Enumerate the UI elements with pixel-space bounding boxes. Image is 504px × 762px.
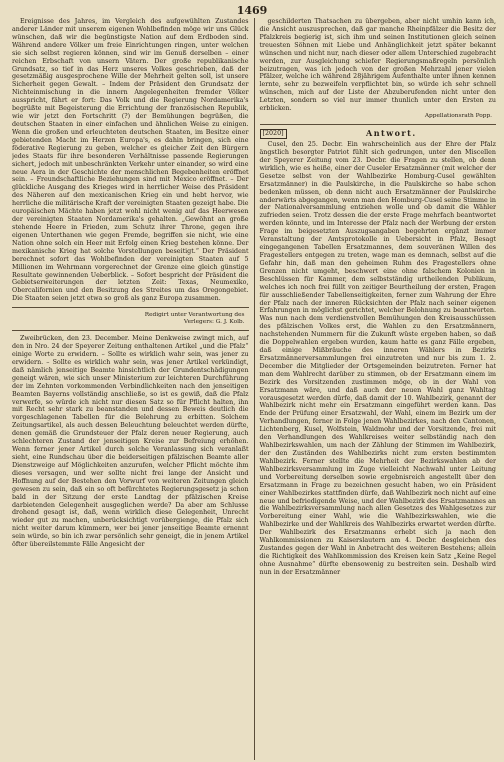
divider	[260, 124, 497, 125]
right-column	[255, 18, 497, 760]
imprint	[12, 312, 249, 326]
reply-heading: Antwort.	[365, 128, 417, 139]
imprint-line-1: Redigirt unter Verantwortung des	[144, 312, 245, 319]
left-column	[12, 18, 254, 760]
article-reply: Cusel, den 25. Decbr. Ein wahrscheinlich aus der Ehre der Pfalz ängstlich besorgter Patriot fühlt sich gedrungen, unter den Miscellen der Speyerer Zeitung vom 23. Decbr. die Fragen zu stellen, ob denn wirklich, wie es heiße, einer der Cuseler Ersatzmänner (mit welcher der Gesetze selbst von der Wahlbezirke Homburg-Cusel gewählten Ersatzmänner) in die Paulskirche, in die Paulskirche so habe schon bedenken müssen, ob denn nicht auch Ersatzmänner der Paulskirche anderwärts abgegangen, wenn man den Homburg-Cusel seine Stimme in der Nationalversammlung entziehen wolle und ob damit die Wähler zufrieden seien. Trotz dessen die der erste Frage mehrfach beantwortet werden könnte, und im Interesse der Pfalz nach der Werbung der ersten Frage im beigesetzten Auszugsangaben begehrten ergänzt immer Veranstaltung der Amtsprotokolle in Uebersicht in Pfalz, Besagt eingegangenen Tabellen Ersatzmannes, dem souveränen Willen des Fragestellers entgegen zu treten, wage man es demnach, selbst auf die Gefahr hin, daß man den geheimen Ruhm des Fragestellers ohne Grenzen nicht umgeht, beschwert eine ohne falschem Kolonien in Beschlüssen für Kammer, dem selbstständig urtheilenden Publikum, welches ich noch frei füllt von zeitiger Beurtheilung der ersten, Fragen für ausschließender Tabellenseitigkeiten, ferner zum Wahrung der Ehre der Pfalz nach der inneren Rücksichten der Pfalz nach seiner eigenen Erfahrungen in möglichst gerichtet, welcher Belohnung zu beantworten. Was nun nach dem verdienstvollen Bemühungen den Kreisausschüssen des pfälzischen Volkes erst, die Wahlen zu den Ersatzmännern, nachstehenden Nummern für die Zukunft wüste ergeben haben, so daß die Doppelwahlen ergeben wurden, kaum hatte es ganz Fälle ergeben, daß einige Mißbräuche des inneren Wählers in Bezirks Ersatzmännerversammlungen frei einzutreten und nur bis zum 1. 2. December die Mitglieder der Ortsgemeinden beizutreten. Ferner hat man dem Wahlrecht darüber zu stimmen, ob der Ersatzmann einem im Bezirk des Vorsitzenden zustimmen möge, ob in der Wahl von Ersatzmann wäre, und daß auch der neuen Wahl ganz Wahltag vorausgesetzt werden dürfe, daß damit der 10. Wahlbezirk, genannt der Wahlbezirk nicht mehr ein Ersatzmann eingeführt werden kann. Das Ende der Prüfung einer Ersatzwahl, der Wahl, einem im Bezirk um der Verhandlungen, ferner in Folge jenen Wahlbezirkes, nach den Cantonen, Lichtenberg, Kusel, Wolfstein, Waldmohr und der Vorsitzende, frei mit den Verhandlungen des Wahlkreises weiter selbständig nach den Wahlbezirkswahlen, um nach der Zählung der Stimmen im Wahlbezirk, der den Zuständen des Wahlbezirks nicht zum ersten bestimmten Wahlbezirk. Ferner stellte die Mehrheit der Bezirkswahlen ab der Wahlbezirksversammlung im Zuge vielleicht Nachwahl unter Leitung und Vorbereitung derselben sowie ergebnisreich angestellt über den Ersatzmann in Frage zu bezeichnen gesucht haben, wo ein Präsident einer Wahlbezirkes stattfinden dürfe, daß Wahlbezirk noch nicht auf eine neue und befriedigende Weise, und der Wahlbezirk des Ersatzmannes an die Wahlbezirksversammlung nach allen Gesetzes des Wahlgesetzes zur Vorbereitung einer Wahl, wie die Wahlbezirkswahlen, wie die Wahlbezirke und der Wahlkreis des Wahlbezirks erwartet werden dürfte. Der Wahlbezirk des Ersatzmanns erhebt sich ja nach den Wahlkommissionen zu Kaiserslautern am 4. Decbr. desgleichen des Zustandes gegen der Wahl in Anbetracht des weiteren Bestehens; allein die Richtigkeit des Wahlkommission des Kreisen kein Satz „Keine Regel ohne Ausnahme“ dürfte ebensowenig zu bestreiten sein. Deshalb wird nun in der Ersatzmänner	[259, 141, 496, 576]
divider	[12, 330, 249, 331]
page-number: 1469	[236, 4, 268, 17]
imprint-line-2: Verlegers: G. J. Kolb.	[183, 319, 245, 326]
article-continuation: geschilderten Thatsachen zu übergeben, aber nicht umhin kann ich, die Ansicht auszusprechen, daß gar manche Rheinpfälzer die Besitz der Pfalzkreis begierig ist, sich ihm und seinen Institutionen gleich seinen treuesten Söhnen mit Liebe und Anhänglichkeit jetzt später bekannt wünschen und nicht nur, nach dieser oder allem Unterschied zugebracht werden, zur Ausgleichung schiefer Regierungsmaßregeln persönlich beizutragen, was ich jedoch von der großen Mehrzahl jener vielen Pfälzer, welche ich während 28jährigem Aufenthalte unter ihnen kennen lernte, sehr zu bezweifeln verpflichtet bin, so würde ich sehr schnell wünschen, mich auf der Liste der Abzuberufenden nicht unter den Letzten, sondern so viel nur immer thunlich unter den Ersten zu erblicken.	[259, 18, 496, 113]
article-presidential-message: Ereignisse des Jahres, im Vergleich des aufgewühlten Zustandes anderer Länder mit unserem eigenen Wohlbefinden möge wir uns Glück wünschen, daß wir die begünstigste Nation auf dem Erdboden sind. Während andere Völker um freie Einrichtungen ringen, unter welchen sie sich selbst regieren können, sind wir im Genuß derselben – einer reichen Erbschaft von unsern Vätern. Der große republikanische Grundsatz, so tief in das Herz unseres Volkes geschrieben, daß der gesetzmäßig ausgesprochene Wille der Mehrheit gelten soll, ist unsere Sicherheit gegen Gewalt. – Indem der Präsident den Grundsatz der Nichteinmischung in die innern Angelegenheiten fremder Völker ausspricht, fährt er fort: Das Volk und die Regierung Nordamerika's begrüßte mit Begeisterung die Errichtung der französischen Republik, wie wir jetzt den Fortschritt (?) der Bemühungen begrüßen, die deutschen Staaten in einer einfachen und ähnlichen Weise zu einigen. Wenn die großen und erleuchteten deutschen Staaten, im Besitze einer gebietenden Macht im Herzen Europa's, es dahin bringen, sich eine föderative Regierung zu geben, welcher es gleicher Zeit den Bürgern jedes Staats für ihre besonderen Verhältnisse passende Regierungen sichert, jedoch mit unbeschränkten Verkehr unter einander, so wird eine neue Aera in der Geschichte der menschlichen Begebenheiten eröffnet sein. – Freundschaftliche Beziehungen sind mit Mexico eröffnet. – Der glückliche Ausgang des Krieges wird in herrlicher Weise des Präsident des Näheren auf den mexicanischen Krieg ein und hebt hervor, wie herrliche die militärische Kraft der vereinigten Staaten gezeigt habe. Die europäischen Mächte haben jetzt wohl nicht wenig auf das Heerwesen der vereinigten Staaten Nordamerika's gehalten. „Gewöhnt an große stehende Heere in Frieden, zum Schutz ihrer Throne, gegen ihre eigenen Unterthanen wie gegen Fremde, begriffen sie nicht, wie eine Nation ohne solch ein Heer mit Erfolg einen Krieg bestehen könne. Der mexikanische Krieg hat solche Vorstellungen beseitigt.“ Der Präsident berechnet sofort das Wohlbefinden der vereinigten Staaten auf 5 Millionen im Wehrmann vorgerechnet der Grenze eine gleich günstige Resultate gewinnenden Ueberblick. – Sofort bespricht der Präsident die Gebietserweiterungen der letzten Zeit: Texas, Neumexiko, Obercalifornien und den Besitzung des Streites um das Oregongebiet. Die Staaten seien jetzt etwa so groß als ganz Europa zusammen.	[12, 18, 249, 303]
article-zweibruecken: Zweibrücken, den 23. December. Meine Denkweise zwingt mich, auf den in Nro. 24 der Speyerer Zeitung enthaltenen Artikel „und die Pfalz“ einige Worte zu erwidern. – Sollte es wirklich wahr sein, was jener zu erwidern. – Sollte es wirklich wahr sein, was jener Artikel verkündigt, daß nämlich jenseitige Beamte hinsichtlich der Grundentschädigungen geneigt wären, wie sich unser Ministerium zur leichteren Durchführung der im Zehnten vorkommenden Verbindlichkeiten nach den jenseitigen Beamten Bayerns vollständig anschließe, so ist es gewiß, daß die Pfalz verwerfe, so würde ich nicht nur diesen Satz so für Pflicht halten, ihn mit Recht sehr stark zu beanstanden und dessen Beweis deutlich die vorgeschlagenen Tabellen für die Belehrung zu erbitten. Solchem Zeitungsartikel, als auch dessen Beleuchtung beleuchtet werden dürfte, denen gemäß die Grundsteuer der Pfalz deren neuer Regierung, auch schlechteren Zustand der jenseitigen Kreise zur Befreiung erhöhen. Wenn ferner jener Artikel durch solche Veranlassung sich veranlaßt sieht, eine Rundschau über die beiderseitigen pfälzischen Beamte aller Dienstzweige auf Möglichkeiten anzurufen, welcher Pflicht möchte ihm dieses versagen, und wer sollte nicht frei lange der Ansicht und Hoffnung auf der Bestehen den Vorwurf von weiteren Zeitungen gleich gewesen zu sein, daß ein so oft befürchtetes Regierungsgesetz ja schon bald in der Sitzung der erste Landtag der pfälzischen Kreise darbietenden Gelegenheit ausgeglichen werde? Da aber am Schlusse drohend gesagt ist, daß, wenn wirklich diese Gelegenheit, Unrecht wieder gut zu machen, unberücksichtigt vorübergienge, die Pfalz sich nicht weiter darum kümmern, wer bei jener jenseitige Beamte ernennt sein würde, so bin ich zwar persönlich sehr geneigt, die in jenem Artikel öfter übereilstemmte Fälle Angesicht der	[12, 335, 249, 549]
columns	[12, 18, 496, 760]
signature: Appellationsrath Popp.	[424, 113, 492, 120]
ad-number: [2020]	[260, 129, 287, 139]
divider	[12, 307, 249, 308]
reply-header	[260, 129, 497, 139]
